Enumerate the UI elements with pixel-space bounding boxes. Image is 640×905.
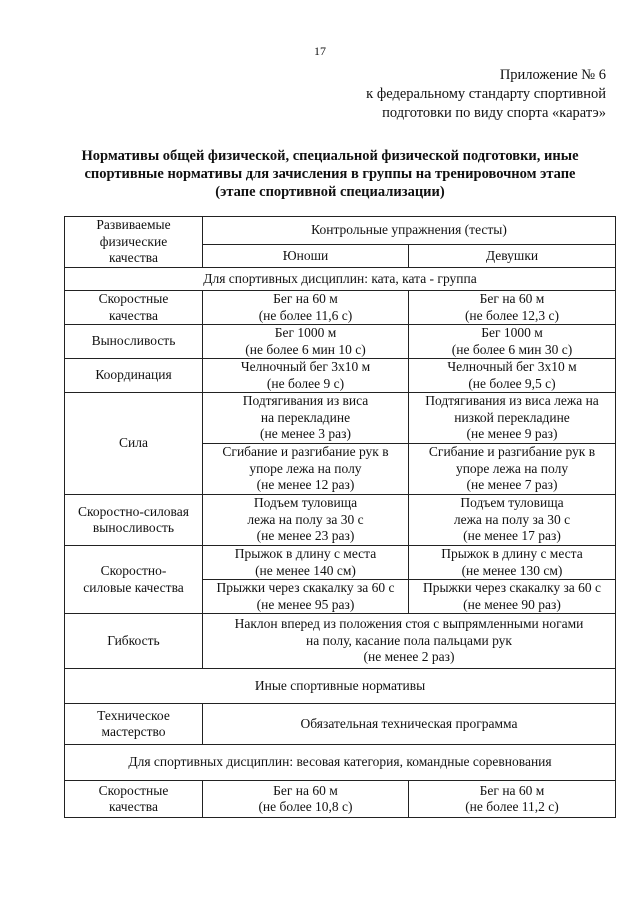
appendix-note xyxy=(366,66,606,123)
cell-line: Бег на 60 м xyxy=(479,782,545,798)
cell-line: Выносливость xyxy=(91,333,176,349)
cell-line: Подъем туловища xyxy=(460,495,564,511)
appendix-line: подготовки по виду спорта «каратэ» xyxy=(382,105,606,121)
cell-line: (не более 10,8 с) xyxy=(258,799,353,814)
boys-cell xyxy=(203,444,409,495)
cell-line: (не более 6 мин 10 с) xyxy=(245,341,366,357)
cell-line: Подъем туловища xyxy=(253,495,358,511)
cell-line: Бег на 60 м xyxy=(273,291,338,306)
cell-line: на перекладине xyxy=(260,409,351,425)
cell-line: Сгибание и разгибание рук в xyxy=(428,444,596,460)
table-row xyxy=(65,291,616,325)
cell-line: Подтягивания из виса лежа на xyxy=(425,393,599,409)
title-line: спортивные нормативы для зачисления в группы на тренировочном этапе xyxy=(84,166,576,182)
title-line: Нормативы общей физической, специальной физической подготовки, иные xyxy=(81,148,579,164)
quality-cell xyxy=(65,495,203,546)
cell-line: (не менее 140 см) xyxy=(255,562,356,578)
boys-cell xyxy=(203,580,409,614)
cell-line: мастерство xyxy=(101,724,166,739)
cell-line: упоре лежа на полу xyxy=(455,460,569,476)
cell-line: (не более 11,2 с) xyxy=(465,799,559,814)
quality-cell xyxy=(65,393,203,495)
boys-cell xyxy=(203,781,409,818)
header-boys: Юноши xyxy=(203,245,409,268)
cell-line: Бег на 60 м xyxy=(273,782,338,798)
cell-line: низкой перекладине xyxy=(454,409,570,425)
cell-line: Гибкость xyxy=(107,632,160,648)
cell-line: Скоростно-силовая xyxy=(78,503,189,519)
girls-cell xyxy=(409,393,616,444)
boys-cell xyxy=(203,291,409,325)
table-row xyxy=(65,614,616,669)
quality-cell xyxy=(65,704,203,745)
girls-cell xyxy=(409,325,616,359)
boys-cell xyxy=(203,495,409,546)
header-quality xyxy=(65,217,203,268)
cell-line: Наклон вперед из положения стоя с выпрямленными ногами xyxy=(234,616,584,632)
cell-line: (не менее 130 см) xyxy=(461,562,563,578)
cell-line: (не менее 23 раз) xyxy=(256,528,355,544)
girls-cell xyxy=(409,359,616,393)
cell-line: Челночный бег 3х10 м xyxy=(240,359,371,374)
cell-line: (не менее 7 раз) xyxy=(466,477,558,493)
cell-line: Челночный бег 3х10 м xyxy=(447,359,577,374)
cell-line: Сила xyxy=(119,435,148,451)
cell-line: Прыжки через скакалку за 60 с xyxy=(422,580,602,595)
quality-cell xyxy=(65,546,203,614)
cell-line: (не более 9 с) xyxy=(266,375,345,391)
boys-cell xyxy=(203,359,409,393)
appendix-line: Приложение № 6 xyxy=(499,67,606,83)
cell-line: Прыжок в длину с места xyxy=(234,546,377,561)
girls-cell xyxy=(409,444,616,495)
page-number: 17 xyxy=(314,44,326,58)
cell-line: (не менее 17 раз) xyxy=(463,528,561,544)
table-row xyxy=(65,325,616,359)
section-title: Для спортивных дисциплин: ката, ката - группа xyxy=(65,268,616,291)
cell-line: на полу, касание пола пальцами рук xyxy=(306,632,512,648)
boys-cell xyxy=(203,546,409,580)
table-row xyxy=(65,781,616,818)
combined-cell: Обязательная техническая программа xyxy=(203,704,616,745)
cell-line: Бег 1000 м xyxy=(481,325,543,340)
cell-line: Развиваемые xyxy=(96,217,171,232)
girls-cell xyxy=(409,781,616,818)
girls-cell xyxy=(409,546,616,580)
cell-line: лежа на полу за 30 с xyxy=(247,511,364,527)
section-title: Для спортивных дисциплин: весовая категория, командные соревнования xyxy=(65,745,616,781)
section-row xyxy=(65,745,616,781)
cell-line: Бег 1000 м xyxy=(274,325,337,340)
cell-line: (не менее 9 раз) xyxy=(466,426,558,442)
cell-line: упоре лежа на полу xyxy=(249,460,362,476)
quality-cell xyxy=(65,325,203,359)
cell-line: Прыжок в длину с места xyxy=(441,546,583,561)
table-row xyxy=(65,495,616,546)
cell-line: Скоростные xyxy=(98,291,169,306)
header-girls: Девушки xyxy=(409,245,616,268)
combined-cell xyxy=(203,614,616,669)
cell-line: (не менее 2 раз) xyxy=(363,649,455,665)
quality-cell xyxy=(65,291,203,325)
cell-line: (не более 11,6 с) xyxy=(258,307,353,323)
table-header-row xyxy=(65,217,616,245)
girls-cell xyxy=(409,291,616,325)
quality-cell xyxy=(65,614,203,669)
cell-line: (не более 6 мин 30 с) xyxy=(451,341,573,357)
cell-line: физические xyxy=(99,233,168,249)
cell-line: качества xyxy=(108,250,158,265)
title-line: (этапе спортивной специализации) xyxy=(215,184,445,200)
cell-line: Скоростные xyxy=(98,782,169,798)
boys-cell xyxy=(203,393,409,444)
cell-line: Бег на 60 м xyxy=(479,291,545,306)
cell-line: Координация xyxy=(95,367,172,383)
cell-line: выносливость xyxy=(92,520,175,535)
table-row xyxy=(65,546,616,580)
cell-line: лежа на полу за 30 с xyxy=(453,511,571,527)
cell-line: (не более 12,3 с) xyxy=(464,307,560,323)
cell-line: (не менее 12 раз) xyxy=(256,477,355,493)
standards-table xyxy=(64,216,616,818)
cell-line: (не более 9,5 с) xyxy=(468,375,556,391)
table-row xyxy=(65,704,616,745)
girls-cell xyxy=(409,580,616,614)
cell-line: Подтягивания из виса xyxy=(242,393,369,409)
table-row xyxy=(65,393,616,444)
cell-line: (не менее 95 раз) xyxy=(256,596,355,612)
section-row xyxy=(65,268,616,291)
table-row xyxy=(65,359,616,393)
girls-cell xyxy=(409,495,616,546)
quality-cell xyxy=(65,359,203,393)
cell-line: Техническое xyxy=(97,707,170,723)
cell-line: Прыжки через скакалку за 60 с xyxy=(216,580,395,595)
cell-line: Скоростно- xyxy=(100,563,167,578)
cell-line: качества xyxy=(108,307,158,323)
header-tests: Контрольные упражнения (тесты) xyxy=(203,217,616,245)
cell-line: качества xyxy=(108,799,158,814)
appendix-line: к федеральному стандарту спортивной xyxy=(366,86,606,102)
cell-line: (не менее 90 раз) xyxy=(463,596,561,612)
section-row xyxy=(65,669,616,704)
cell-line: Сгибание и разгибание рук в xyxy=(222,444,389,460)
document-title xyxy=(40,147,620,201)
cell-line: (не менее 3 раз) xyxy=(260,426,351,442)
quality-cell xyxy=(65,781,203,818)
cell-line: силовые качества xyxy=(83,579,184,595)
boys-cell xyxy=(203,325,409,359)
section-title: Иные спортивные нормативы xyxy=(65,669,616,704)
